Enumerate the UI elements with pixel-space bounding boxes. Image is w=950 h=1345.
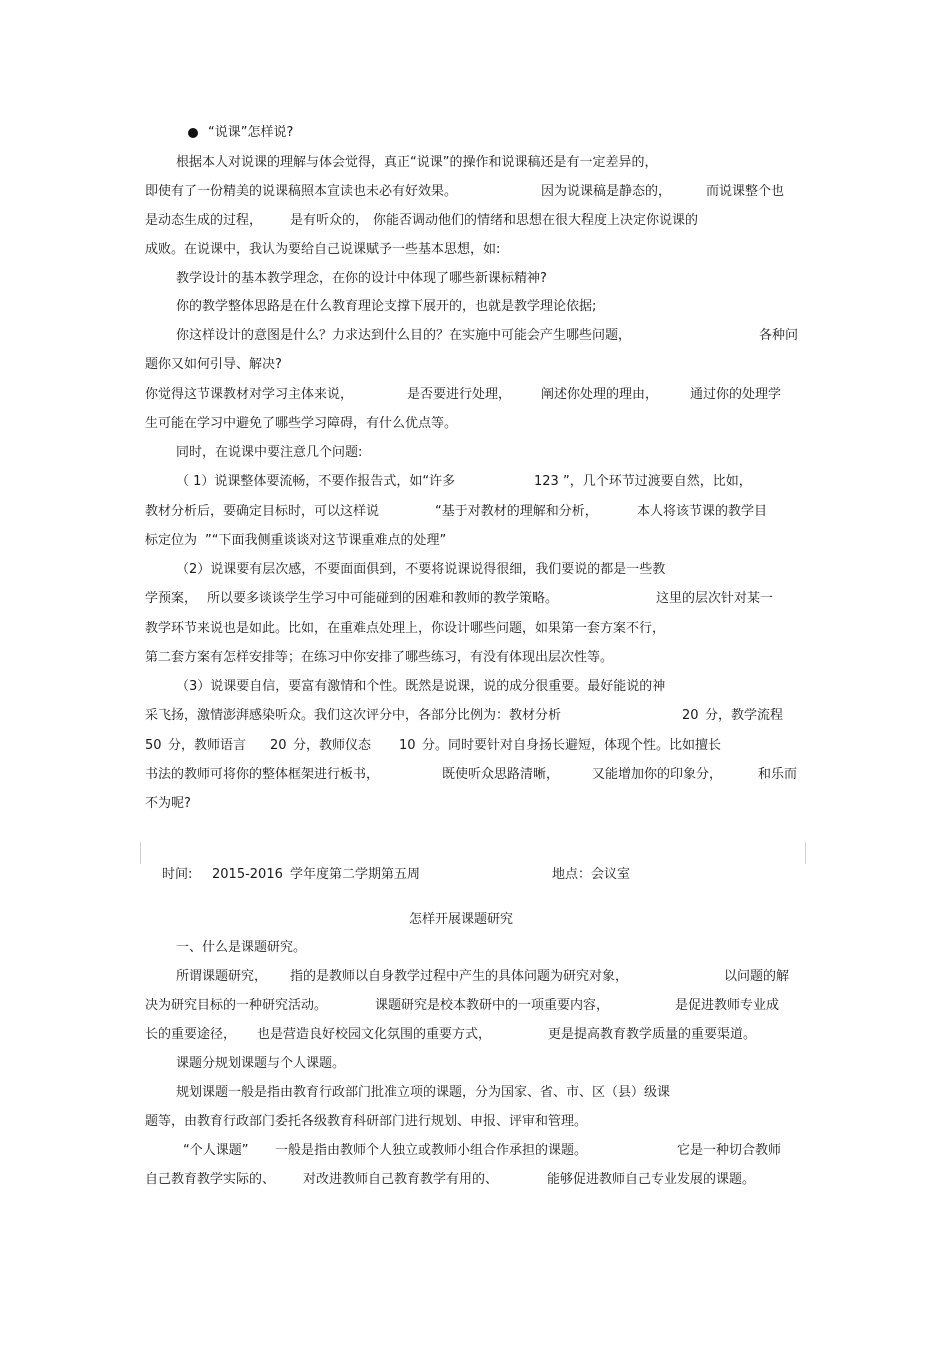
meeting-place: 地点：会议室 xyxy=(552,867,631,882)
time-label: 时间: xyxy=(162,867,193,882)
paragraph-line: 规划课题一般是指由教育行政部门批准立项的课题，分为国家、省、市、区（县）级课 xyxy=(176,1085,671,1100)
paragraph-line: 课题分规划课题与个人课题。 xyxy=(176,1056,346,1071)
list-item: 教学环节来说也是如此。比如，在重难点处理上，你设计哪些问题，如果第一套方案不行， xyxy=(145,621,666,636)
paragraph-line: 题你又如何引导、解决? xyxy=(145,357,282,372)
section-heading: “说课”怎样说? xyxy=(188,124,293,142)
term: 学年度第二学期第五周 xyxy=(290,867,421,882)
section-heading: 一、什么是课题研究。 xyxy=(176,940,307,955)
paragraph-line: 教学设计的基本教学理念，在你的设计中体现了哪些新课标精神? xyxy=(176,271,547,286)
paragraph-line: 生可能在学习中避免了哪些学习障碍，有什么优点等。 xyxy=(145,416,458,431)
list-item: 不为呢? xyxy=(145,796,191,811)
page-title: 怎样开展课题研究 xyxy=(409,912,514,927)
school-year: 2015-2016 xyxy=(212,867,283,882)
page-break-marker xyxy=(805,842,806,864)
bullet-icon xyxy=(188,128,198,138)
paragraph-line: 成败。在说课中，我认为要给自己说课赋予一些基本思想，如: xyxy=(145,242,501,257)
list-item: （2）说课要有层次感，不要面面俱到，不要将说课说得很细，我们要说的都是一些教 xyxy=(176,562,666,577)
paragraph-line: 题等，由教育行政部门委托各级教育科研部门进行规划、申报、评审和管理。 xyxy=(145,1114,588,1129)
list-item: （3）说课要自信，要富有激情和个性。既然是说课，说的成分很重要。最好能说的神 xyxy=(176,679,666,694)
list-item: 第二套方案有怎样安排等；在练习中你安排了哪些练习，有没有体现出层次性等。 xyxy=(145,650,614,665)
paragraph-line: 根据本人对说课的理解与体会觉得，真正“说课”的操作和说课稿还是有一定差异的， xyxy=(176,155,658,170)
document-page: “说课”怎样说? 根据本人对说课的理解与体会觉得，真正“说课”的操作和说课稿还是有一定差异的， 即使有了一份精美的说课稿照本宣读也未必有好效果。 因为说课稿是静态的， 而说课整个也 是动态生成的过程， 是有听众的， 你能否调动他们的情绪和思想在很大程度上决定你说课的 成败。在说课中，我认为要给自己说课赋予一些基本思想，如: 教学设计的基本教学理念，在你的设计中体现了哪些新课标精神? 你的教学整体思路是在什么教育理论支撑下展开的，也就是教学理论依据; 你这样设计的意图是什么？力求达到什么目的？在实施中可能会产生哪些问题， 各种问 题你又如何引导、解决? 你觉得这节课教材对学习主体来说， 是否要进行处理， 阐述你处理的理由， 通过你的处理学 生可能在学习中避免了哪些学习障碍，有什么优点等。 同时，在说课中要注意几个问题: （ 1）说课整体要流畅，不要作报告式，如“许多 123 ”，几个环节过渡要自然，比如， 教材分析后，要确定目标时，可以这样说 “基于对教材的理解和分析， 本人将该节课的教学目 标定位为 ”“下面我侧重谈谈对这节课重难点的处理” （2）说课要有层次感，不要面面俱到，不要将说课说得很细，我们要说的都是一些教 学预案， 所以要多谈谈学生学习中可能碰到的困难和教师的教学策略。 这里的层次针对某一 教学环节来说也是如此。比如，在重难点处理上，你设计哪些问题，如果第一套方案不行， 第二套方案有怎样安排等；在练习中你安排了哪些练习，有没有体现出层次性等。 （3）说课要自信，要富有激情和个性。既然是说课，说的成分很重要。最好能说的神 采飞扬，激情澎湃感染听众。我们这次评分中，各部分比例为：教材分析 20 分，教学流程 50 分，教师语言 20 分，教师仪态 10 分。同时要针对自身扬长避短，体现个性。比如擅长 书法的教师可将你的整体框架进行板书， 既使听众思路清晰， 又能增加你的印象分， 和乐而 不为呢? 时间: 2015-2016 学年度第二学期第五周 地点：会议室 怎样开展课题研究 一、什么是课题研究。 所谓课题研究， 指的是教师以自身教学过程中产生的具体问题为研究对象， 以问题的解 决为研究目标的一种研究活动。 课题研究是校本教研中的一项重要内容， 是促进教师专业成 长的重要途径， 也是营造良好校园文化氛围的重要方式， 更是提高教育教学质量的重要渠道。 课题分规划课题与个人课题。 规划课题一般是指由教育行政部门批准立项的课题，分为国家、省、市、区（县）级课 题等，由教育行政部门委托各级教育科研部门进行规划、申报、评审和管理。 “个人课题” 一般是指由教师个人独立或教师小组合作承担的课题。 它是一种切合教师 自己教育教学实际的、 对改进教师自己教育教学有用的、 能够促进教师自己专业发展的课题。 xyxy=(0,0,950,1345)
paragraph-line: 同时，在说课中要注意几个问题: xyxy=(176,445,363,460)
paragraph-line: 你的教学整体思路是在什么教育理论支撑下展开的，也就是教学理论依据; xyxy=(176,299,597,314)
page-break-marker xyxy=(140,842,141,864)
